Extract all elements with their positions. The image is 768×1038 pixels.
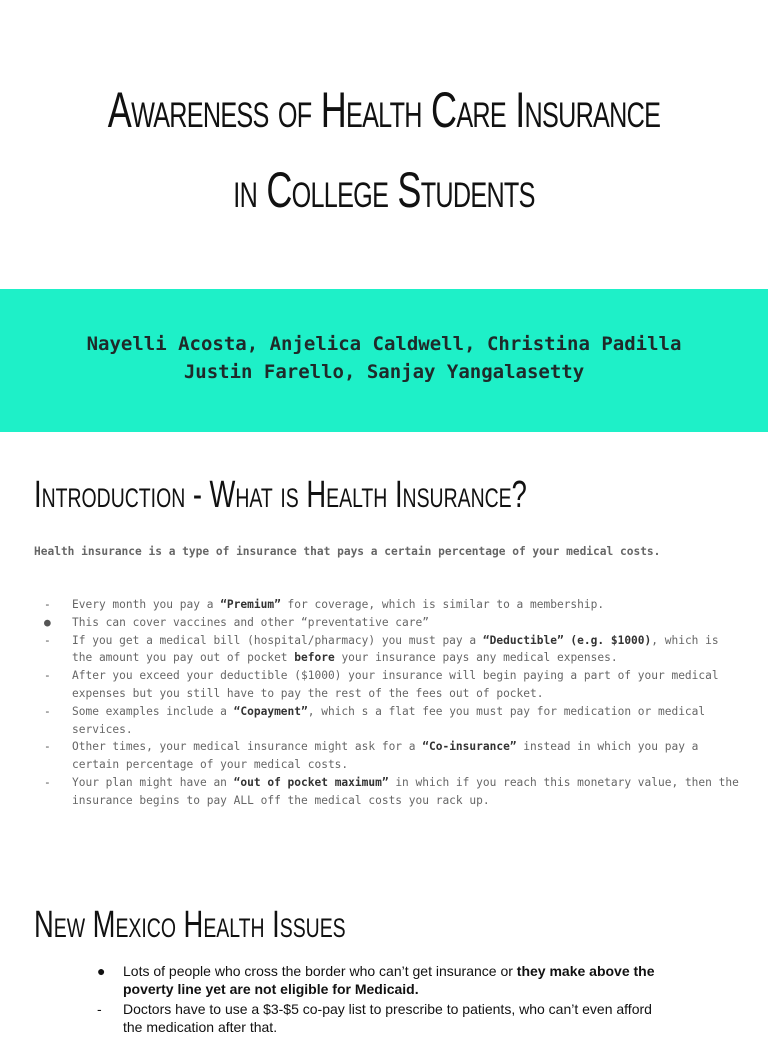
bullet-icon: ● [44, 615, 51, 629]
item-text: Lots of people who cross the border who can’t get insurance or [123, 963, 517, 979]
authors-line-2: Justin Farello, Sanjay Yangalasetty [183, 361, 585, 383]
emphasis-text: “Co-insurance” [422, 740, 517, 754]
list-item [34, 632, 744, 668]
list-item [34, 614, 744, 632]
item-text: for coverage, which is similar to a membership. [280, 598, 605, 611]
item-text: in which if you reach this monetary value, then the insurance begins to pay ALL off the medical costs you rack up. [72, 775, 739, 807]
item-text: Doctors have to use a $3-$5 co-pay list to prescribe to patients, who can’t even afford the medication after that. [123, 1001, 652, 1035]
authors-line-1: Nayelli Acosta, Anjelica Caldwell, Christina Padilla [86, 333, 682, 355]
dash-icon: - [44, 775, 51, 789]
item-text: your insurance pays any medical expenses. [334, 651, 618, 665]
dash-icon: - [44, 669, 51, 683]
introduction-list [34, 596, 744, 810]
item-text: , which is the amount you pay out of pocket [72, 633, 719, 665]
item-text: If you get a medical bill (hospital/pharmacy) you must pay a [72, 633, 483, 647]
dash-icon: - [44, 598, 51, 611]
new-mexico-list [95, 962, 675, 1038]
page-title [108, 70, 661, 230]
list-item [34, 738, 744, 774]
list-item [34, 774, 744, 810]
list-item [34, 703, 744, 739]
emphasis-text: “Premium” [220, 598, 281, 611]
emphasis-text: they make above the poverty line yet are not eligible for Medicaid. [123, 963, 655, 997]
item-text: This can cover vaccines and other “preventative care” [72, 615, 429, 629]
item-text: Some examples include a [72, 704, 234, 718]
bullet-icon: ● [97, 963, 106, 979]
item-text: instead in which you pay a certain percentage of your medical costs. [72, 740, 699, 772]
emphasis-text: “out of pocket maximum” [233, 775, 389, 789]
list-item [34, 667, 744, 703]
title-line-2: in College Students [233, 162, 535, 218]
dash-icon: - [44, 704, 51, 718]
emphasis-text: “Copayment” [233, 704, 308, 718]
emphasis-text: “Deductible” (e.g. $1000) [482, 633, 652, 647]
dash-icon: - [44, 633, 51, 647]
item-text: Every month you pay a [72, 598, 221, 611]
introduction-lead: Health insurance is a type of insurance that pays a certain percentage of your medical costs. [34, 545, 661, 558]
list-item [34, 596, 744, 614]
title-line-1: Awareness of Health Care Insurance [107, 82, 661, 138]
item-text: , which s a flat fee you must pay for medication or medical services. [72, 704, 706, 736]
list-item [95, 962, 675, 998]
dash-icon: - [44, 740, 51, 754]
dash-icon: - [97, 1001, 102, 1017]
item-text: Your plan might have an [72, 775, 234, 789]
item-text: After you exceed your deductible ($1000) your insurance will begin paying a part of your medical expenses but you still have to pay the rest of the fees out of pocket. [72, 669, 719, 700]
emphasis-text: before [294, 651, 335, 665]
authors-block [0, 330, 768, 386]
list-item [95, 1000, 675, 1036]
introduction-heading: Introduction - What is Health Insurance? [34, 474, 527, 516]
item-text: Other times, your medical insurance might ask for a [72, 740, 423, 754]
new-mexico-heading: New Mexico Health Issues [34, 904, 346, 946]
